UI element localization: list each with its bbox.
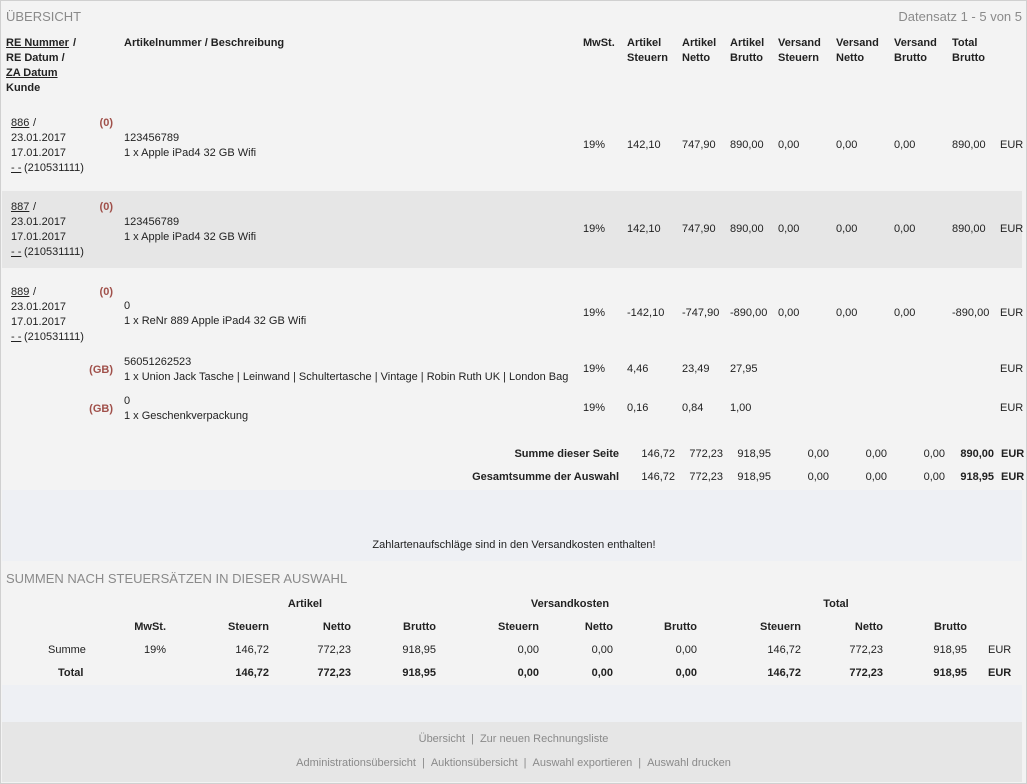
amount-cell: 747,90 <box>682 223 716 235</box>
amount-cell: 142,10 <box>627 139 661 151</box>
article-number: 56051262523 <box>124 356 192 368</box>
sum-cell: 772,23 <box>689 448 723 460</box>
customer-id: (210531111) <box>24 246 84 258</box>
column-header: Netto <box>682 52 711 64</box>
status-badge: (0) <box>99 286 113 298</box>
group-header: Total <box>823 598 849 610</box>
summary-cell: 918,95 <box>933 644 967 656</box>
vat-rate: 19% <box>583 139 606 151</box>
sum-cell: 0,00 <box>807 471 829 483</box>
currency: EUR <box>1000 402 1024 414</box>
invoice-number-link[interactable]: 889 <box>11 286 30 298</box>
amount-cell: 0,00 <box>836 223 858 235</box>
footer-nav <box>0 733 1027 746</box>
column-header: Brutto <box>894 52 927 64</box>
summary-cell: 772,23 <box>849 667 883 679</box>
separator: / <box>33 286 37 298</box>
currency: EUR <box>1001 471 1025 483</box>
country-badge: (GB) <box>89 364 113 376</box>
amount-cell: 890,00 <box>952 139 986 151</box>
amount-cell: 890,00 <box>730 139 764 151</box>
status-badge: (0) <box>99 201 113 213</box>
summary-cell: 772,23 <box>317 644 351 656</box>
summary-cell: 918,95 <box>933 667 967 679</box>
summary-cell: 918,95 <box>402 667 436 679</box>
section-title: ÜBERSICHT <box>6 9 82 24</box>
separator: | <box>523 757 527 769</box>
sum-cell: 918,95 <box>737 471 771 483</box>
amount-cell: 0,00 <box>778 223 800 235</box>
separator: | <box>471 733 474 745</box>
sum-label: Summe dieser Seite <box>514 448 619 460</box>
customer-id: (210531111) <box>24 331 84 343</box>
summary-cell: 772,23 <box>317 667 351 679</box>
currency: EUR <box>988 667 1012 679</box>
summary-cell: 146,72 <box>235 644 269 656</box>
summary-cell: 0,00 <box>675 644 697 656</box>
group-header: Versandkosten <box>530 598 610 610</box>
summary-cell: 0,00 <box>591 667 613 679</box>
amount-cell: -890,00 <box>730 307 768 319</box>
amount-cell: -142,10 <box>627 307 665 319</box>
footer-link[interactable]: Übersicht <box>418 733 466 745</box>
record-count: Datensatz 1 - 5 von 5 <box>898 9 1022 24</box>
re-date: 23.01.2017 <box>11 301 67 313</box>
column-header: Steuern <box>778 52 819 64</box>
column-header: Brutto <box>730 52 763 64</box>
column-header: Brutto <box>403 621 436 633</box>
summary-cell: 146,72 <box>235 667 269 679</box>
amount-cell: 0,00 <box>894 223 916 235</box>
amount-cell: 4,46 <box>627 363 649 375</box>
separator: / <box>73 37 77 49</box>
sum-cell: 0,00 <box>923 448 945 460</box>
invoice-number-link[interactable]: 887 <box>11 201 30 213</box>
sum-cell: 918,95 <box>960 471 994 483</box>
column-header: Versand <box>778 37 821 49</box>
za-date: 17.01.2017 <box>11 231 67 243</box>
article-number: 0 <box>124 395 131 407</box>
vat-rate: 19% <box>583 307 606 319</box>
column-header: Steuern <box>760 621 801 633</box>
amount-cell: 0,16 <box>627 402 649 414</box>
amount-cell: 0,00 <box>778 307 800 319</box>
amount-cell: 0,00 <box>894 139 916 151</box>
column-header: Artikel <box>682 37 717 49</box>
tax-summary-title: SUMMEN NACH STEUERSÄTZEN IN DIESER AUSWAHL <box>6 571 348 586</box>
amount-cell: 0,00 <box>836 307 858 319</box>
customer-link[interactable]: - - <box>11 246 22 258</box>
column-header: Brutto <box>952 52 985 64</box>
column-header: Netto <box>854 621 883 633</box>
row-label: Summe <box>48 644 86 656</box>
amount-cell: 0,84 <box>682 402 704 414</box>
amount-cell: 1,00 <box>730 402 752 414</box>
sum-cell: 146,72 <box>641 448 675 460</box>
article-number: 123456789 <box>124 216 180 228</box>
column-header: Versand <box>836 37 879 49</box>
summary-cell: 918,95 <box>402 644 436 656</box>
summary-cell: 772,23 <box>849 644 883 656</box>
vat-rate: 19% <box>583 363 606 375</box>
article-description: 1 x Apple iPad4 32 GB Wifi <box>124 231 257 243</box>
customer-id: (210531111) <box>24 162 84 174</box>
amount-cell: -890,00 <box>952 307 990 319</box>
article-description: 1 x Geschenkverpackung <box>124 410 249 422</box>
footer-link[interactable]: Zur neuen Rechnungsliste <box>479 733 609 745</box>
summary-cell: 146,72 <box>767 667 801 679</box>
header-mwst: MwSt. <box>583 37 615 49</box>
separator: / <box>33 201 37 213</box>
amount-cell: 0,00 <box>836 139 858 151</box>
footer-nav <box>0 757 1027 770</box>
summary-cell: 146,72 <box>767 644 801 656</box>
amount-cell: 0,00 <box>894 307 916 319</box>
column-header: Artikel <box>627 37 662 49</box>
footer-link[interactable]: Auktionsübersicht <box>430 757 518 769</box>
column-header: Brutto <box>664 621 697 633</box>
amount-cell: 890,00 <box>952 223 986 235</box>
header-kunde: Kunde <box>6 82 41 94</box>
amount-cell: 890,00 <box>730 223 764 235</box>
za-date: 17.01.2017 <box>11 316 67 328</box>
column-header: Steuern <box>627 52 668 64</box>
sum-cell: 772,23 <box>689 471 723 483</box>
summary-cell: 0,00 <box>591 644 613 656</box>
article-number: 0 <box>124 300 131 312</box>
footer-link[interactable]: Auswahl exportieren <box>532 757 633 769</box>
sum-label: Gesamtsumme der Auswahl <box>472 471 619 483</box>
article-number: 123456789 <box>124 132 180 144</box>
vat-rate: 19% <box>583 402 606 414</box>
country-badge: (GB) <box>89 403 113 415</box>
separator: / <box>33 117 37 129</box>
sort-za-datum[interactable]: ZA Datum <box>6 67 58 79</box>
summary-cell: 19% <box>143 644 166 656</box>
sum-cell: 890,00 <box>960 448 994 460</box>
sum-cell: 0,00 <box>865 448 887 460</box>
sort-re-nummer[interactable]: RE Nummer <box>6 37 69 49</box>
summary-cell: 0,00 <box>517 667 539 679</box>
amount-cell: 747,90 <box>682 139 716 151</box>
currency: EUR <box>988 644 1012 656</box>
article-description: 1 x ReNr 889 Apple iPad4 32 GB Wifi <box>124 315 307 327</box>
currency: EUR <box>1000 223 1024 235</box>
amount-cell: 27,95 <box>730 363 758 375</box>
column-header: Versand <box>894 37 937 49</box>
column-header: Artikel <box>730 37 765 49</box>
footer-link[interactable]: Auswahl drucken <box>647 757 731 769</box>
column-header: Total <box>952 37 978 49</box>
group-header: Artikel <box>287 598 323 610</box>
re-date: 23.01.2017 <box>11 132 67 144</box>
vat-rate: 19% <box>583 223 606 235</box>
sum-cell: 918,95 <box>737 448 771 460</box>
column-header: Steuern <box>228 621 269 633</box>
separator: | <box>421 757 425 769</box>
footer-link[interactable]: Administrationsübersicht <box>296 757 416 769</box>
column-header: MwSt. <box>134 621 166 633</box>
column-header: Steuern <box>498 621 539 633</box>
amount-cell: 23,49 <box>682 363 710 375</box>
sum-cell: 0,00 <box>923 471 945 483</box>
currency: EUR <box>1001 448 1025 460</box>
column-header: Netto <box>584 621 613 633</box>
surcharge-note: Zahlartenaufschläge sind in den Versandkosten enthalten! <box>372 539 656 551</box>
re-date: 23.01.2017 <box>11 216 67 228</box>
column-header: Netto <box>836 52 865 64</box>
article-description: 1 x Apple iPad4 32 GB Wifi <box>124 147 257 159</box>
sum-cell: 146,72 <box>641 471 675 483</box>
customer-link[interactable]: - - <box>11 331 22 343</box>
summary-cell: 0,00 <box>675 667 697 679</box>
header-re-datum: RE Datum / <box>6 52 65 64</box>
sum-cell: 0,00 <box>807 448 829 460</box>
currency: EUR <box>1000 139 1024 151</box>
column-header: Netto <box>322 621 351 633</box>
separator: | <box>638 757 642 769</box>
sum-cell: 0,00 <box>865 471 887 483</box>
za-date: 17.01.2017 <box>11 147 67 159</box>
summary-cell: 0,00 <box>517 644 539 656</box>
amount-cell: 142,10 <box>627 223 661 235</box>
article-description: 1 x Union Jack Tasche | Leinwand | Schultertasche | Vintage | Robin Ruth UK | London Bag <box>124 371 569 383</box>
customer-link[interactable]: - - <box>11 162 22 174</box>
currency: EUR <box>1000 363 1024 375</box>
invoice-number-link[interactable]: 886 <box>11 117 30 129</box>
status-badge: (0) <box>99 117 113 129</box>
column-header: Brutto <box>934 621 967 633</box>
header-artikel: Artikelnummer / Beschreibung <box>124 37 285 49</box>
amount-cell: -747,90 <box>682 307 720 319</box>
amount-cell: 0,00 <box>778 139 800 151</box>
row-label: Total <box>58 667 84 679</box>
currency: EUR <box>1000 307 1024 319</box>
